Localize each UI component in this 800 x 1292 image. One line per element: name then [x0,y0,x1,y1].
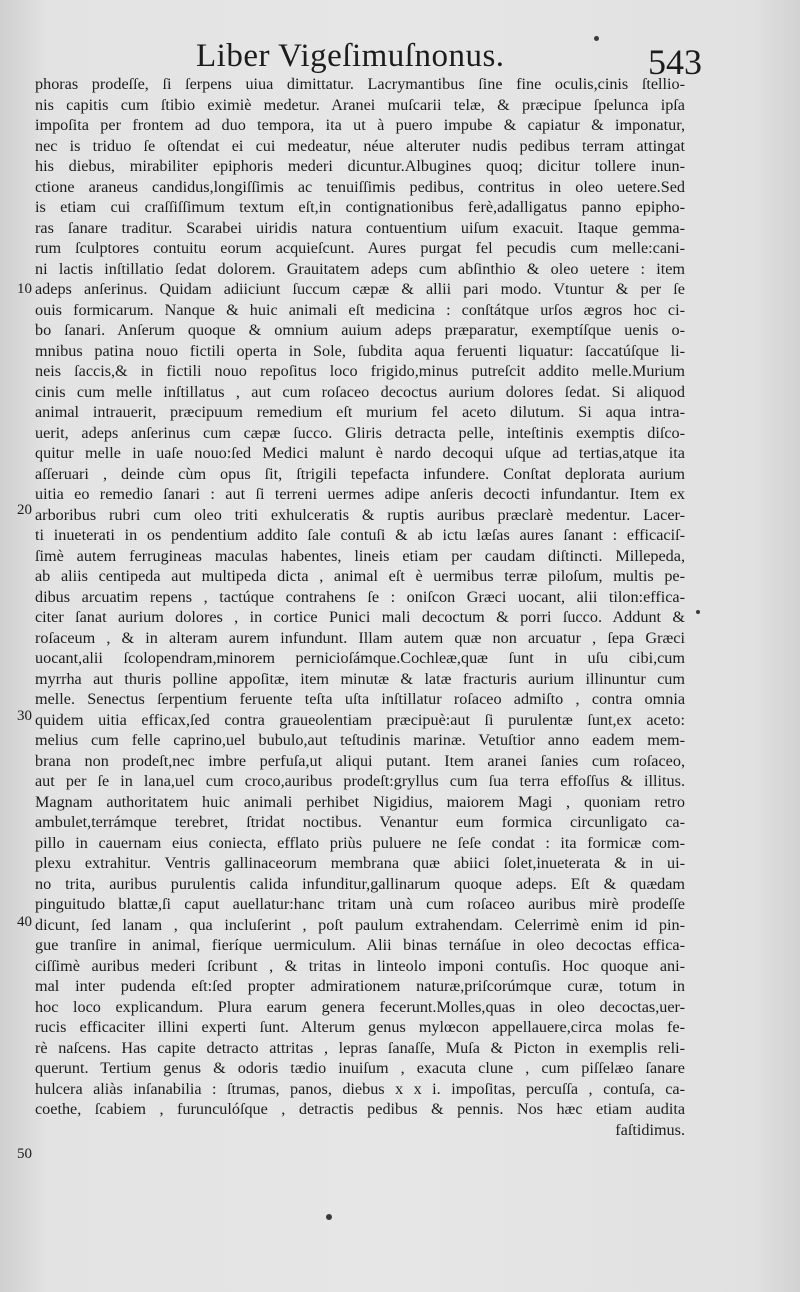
text-line: brana non prodeſt,nec imbre perfuſa,ut aliqui putant. Item aranei ſanies cum roſaceo, [35,751,685,770]
text-line: his diebus, mirabiliter epiphoris mederi dicuntur.Albugines quoq; dicitur tollere inun- [35,157,685,175]
text-line: coethe, ſcabiem , furunculóſque , detractis pedibus & pennis. Nos hæc etiam audita [35,1100,685,1118]
text-line: pinguitudo blattæ,ſi caput auellatur:hanc tritam unà cum roſaceo auribus mirè prodeſſe [35,895,685,913]
text-line: ni lactis inſtillatio ſedat dolorem. Grauitatem adeps cum abſinthio & oleo uetere : item [35,259,685,278]
text-line: is etiam cui craſſiſſimum textum eſt,in contignationibus ferè,adalligatus panno epipho- [35,198,685,216]
text-line: plexu extrahitur. Ventris gallinaceorum membrana quæ abiici ſolet,inueterata & in ui- [35,854,685,872]
text-line: uitia eo remedio ſanari : aut ſi terreni uermes adipe anſeris decocti infundantur. Item ex [35,485,685,503]
body-text [35,74,685,1140]
text-line: ab aliis centipeda aut multipeda dicta , animal eſt è uermibus terræ piloſum, multis pe- [35,567,685,585]
ink-speck [594,36,599,41]
text-line: mnibus patina nouo fictili operta in Sole, ſubdita aqua feruenti liquatur: ſaccatúſque li- [35,341,685,360]
text-line: aut per ſe in lana,uel cum croco,auribus prodeſt:gryllus cum ſua terra effoſſus & illitus. [35,772,685,790]
text-line: rucis efficaciter illini experti ſunt. Alterum genus mylœcon appellauere,circa molas fe- [35,1018,685,1036]
text-line: ras ſanare traditur. Scarabei uiridis natura contuentium uiſum exacuit. Itaque gemma- [35,218,685,237]
text-line: quidem uitia efficax,ſed contra graueolentiam præcipuè:aut ſi purulentæ ſunt,ex aceto: [35,710,685,729]
page-number: 543 [648,42,702,82]
text-line: melle. Senectus ſerpentium feruente teſta uſta inſtillatur roſaceo admiſto , contra omnia [35,690,685,708]
text-line: Magnam authoritatem huic animali perhibet Nigidius, maiorem Magi , quoniam retro [35,792,685,811]
text-line: melius cum felle caprino,uel bubulo,aut teſtudinis marinæ. Vetuſtior anno eadem mem- [35,731,685,749]
text-line: ſimè autem ferrugineas maculas habentes, lineis etiam per caudam diſtincti. Millepeda, [35,546,685,565]
text-line: ambulet,terrámque terebret, ſtridat noctibus. Venantur eum formica circunligato ca- [35,813,685,831]
line-number: 50 [17,1146,32,1162]
text-line: ti inueterati in os pendentium addito ſale contuſi & ab ictu læſas aures ſanant : efficaciſ- [35,526,685,544]
ink-speck [696,610,700,614]
text-line: hoc loco explicandum. Plura earum genera fecerunt.Molles,quas in oleo decoctas,uer- [35,997,685,1016]
text-line: hulcera aliàs inſanabilia : ſtrumas, panos, diebus x x i. impoſitas, percuſſa , contuſa, ca- [35,1079,685,1098]
text-line: roſaceum , & in alteram aurem infundunt. Illam autem quæ non arcuatur , ſepa Græci [35,628,685,647]
text-line: dibus arcuatim repens , tactúque contrahens ſe : oniſcon Græci uocant, alii tilon:effica- [35,587,685,606]
text-line: animal intrauerit, præcipuum remedium eſt murium fel aceto dilutum. Si aqua intra- [35,403,685,421]
text-line: uocant,alii ſcolopendram,minorem pernicioſámque.Cochleæ,quæ ſunt in uſu cibi,cum [35,649,685,667]
text-line: citer ſanat aurium dolores , in cortice Punici mali decoctum & porri ſucco. Addunt & [35,608,685,626]
text-line: cinis cum melle inſtillatus , aut cum roſaceo decoctus aurium dolores ſedat. Si aliquod [35,382,685,401]
line-number: 10 [17,281,32,297]
running-head: Liber Vigeſimuſnonus. [196,38,505,74]
ink-speck [326,1214,332,1220]
text-line: pillo in cauernam eius coniecta, efflato priùs puluere ne ſeſe condat : ita formicæ com- [35,833,685,852]
text-line: gue tranſire in animal, fieríque uermiculum. Alii binas ternáſue in oleo decoctas effica- [35,936,685,954]
text-line: faſtidimus. [615,1120,685,1139]
text-line: myrrha aut thuris polline appoſitæ, item minutæ & latæ fracturis aurium illinuntur cum [35,669,685,688]
text-line: phoras prodeſſe, ſi ſerpens uiua dimittatur. Lacrymantibus ſine fine oculis,cinis ſtellio- [35,75,685,93]
text-line: ciſſimè auribus mederi ſcribunt , & tritas in linteolo imponi contuſis. Hoc quoque ani- [35,956,685,975]
text-line: nec is triduo ſe oſtendat ei cui medeatur, néue alteruter nudis pedibus terram attingat [35,136,685,155]
text-line: no trita, auribus purulentis calida infunditur,gallinarum quoque adeps. Eſt & quædam [35,874,685,893]
text-line: rum ſculptores contuitu eorum acquieſcunt. Aures purgat fel pecudis cum melle:cani- [35,239,685,257]
text-line: arboribus rubri cum oleo triti exhulceratis & ruptis auribus præclarè medentur. Lacer- [35,505,685,524]
text-line: mal inter pudenda eſt:ſed propter admirationem naturæ,priſcorúmque curæ, totum in [35,977,685,995]
text-line: querunt. Tertium genus & odoris tædio inuiſum , exacuta clune , cum piſſelæo ſanare [35,1059,685,1077]
text-line: aſſeruari , deinde cùm opus ſit, ſtrigili tepefacta infundere. Conſtat deplorata aurium [35,464,685,483]
text-line: nis capitis cum ſtibio eximiè medetur. Aranei muſcarii telæ, & præcipue ſpelunca ipſa [35,95,685,114]
text-line: rè naſcens. Has capite detracto attritas , lepras ſanaſſe, Muſa & Picton in exemplis reli- [35,1038,685,1057]
text-line: ctione araneus candidus,longiſſimis ac tenuiſſimis pedibus, contritus in oleo uetere.Sed [35,177,685,196]
text-line: ouis formicarum. Nanque & huic animali eſt medicina : conſtátque urſos ægros hoc ci- [35,300,685,319]
line-number: 20 [17,502,32,518]
text-line: bo ſanari. Anſerum quoque & omnium auium adeps præparatur, exemptíſque uenis o- [35,321,685,339]
text-line: adeps anſerinus. Quidam adiiciunt ſuccum cæpæ & allii pari modo. Vtuntur & per ſe [35,280,685,298]
line-number: 40 [17,914,32,930]
line-number: 30 [17,708,32,724]
text-line: quitur melle in uaſe nouo:ſed Medici malunt è nardo decoqui uſque ad tertias,atque ita [35,444,685,462]
text-line: uerit, adeps anſerinus cum cæpæ ſucco. Gliris detracta pelle, inteſtinis exemptis diſco- [35,423,685,442]
text-line: neis ſaccis,& in fictili nouo repoſitus loco frigido,minus putreſcit addito melle.Murium [35,362,685,380]
text-line: impoſita per frontem ad duo tempora, ita ut à puero impube & capiatur & imponatur, [35,116,685,134]
text-line: dicunt, ſed lanam , qua incluſerint , poſt paulum extrahendam. Celerrimè enim id pin- [35,915,685,934]
